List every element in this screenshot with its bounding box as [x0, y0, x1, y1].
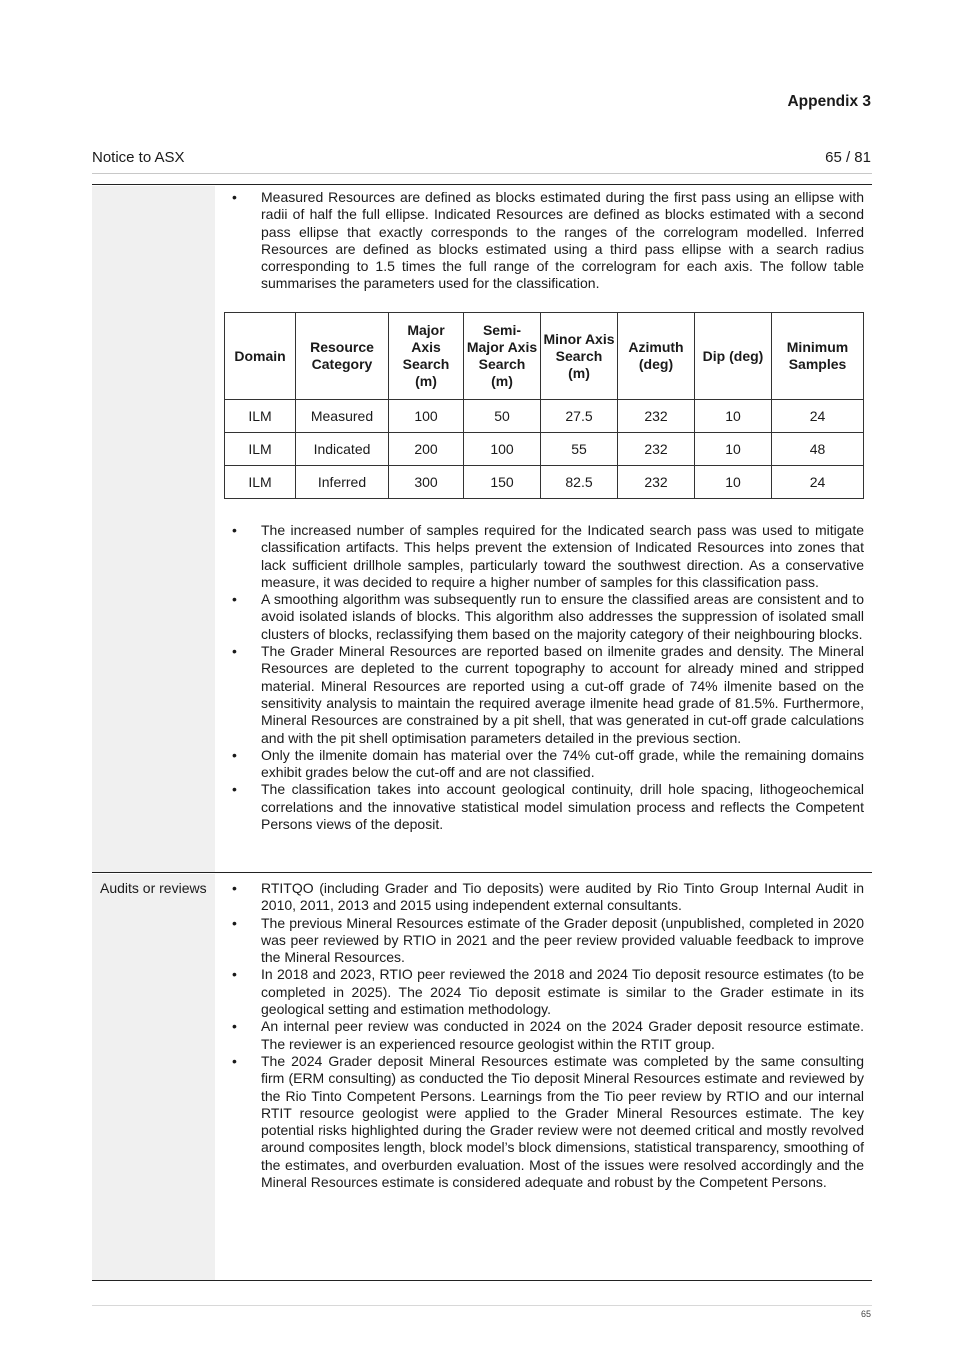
col-header-resource-category: Resource Category: [296, 313, 389, 400]
table-cell: 150: [464, 466, 541, 499]
table-cell: 232: [618, 466, 695, 499]
list-item: • In 2018 and 2023, RTIO peer reviewed the 2018 and 2024 Tio deposit resource estimates (to be completed in 2025). The 2024 Tio deposit estimate is similar to the Grader estimate in its geological setting and estimation methodology.: [230, 966, 864, 1018]
list-item: • The 2024 Grader deposit Mineral Resources estimate was completed by the same consulting firm (ERM consulting) as conducted the Tio deposit Mineral Resources estimate and reviewed by the Rio Tinto Competent Persons. Learnings from the Tio peer review by RTIO and our internal RTIT resource geologist were applied to the Grader Mineral Resources estimate. The key potential risks highlighted during the Grader review were not deemed critical and mostly revolved around composites length, block model’s block dimensions, statistical transparency, smoothing of the estimates, and overburden evaluation. Most of the issues were resolved accordingly and the Mineral Resources estimate is considered adequate and robust by the Competent Persons.: [230, 1053, 864, 1191]
list-item: • An internal peer review was conducted in 2024 on the 2024 Grader deposit resource estimate. The reviewer is an experienced resource geologist within the RTIT group.: [230, 1018, 864, 1053]
table-cell: 27.5: [541, 400, 618, 433]
criteria-cell-audits: [92, 874, 215, 1280]
document-type: Notice to ASX: [92, 149, 185, 166]
table-cell: 82.5: [541, 466, 618, 499]
footer-divider: [92, 1305, 872, 1306]
list-item: • RTITQO (including Grader and Tio deposits) were audited by Rio Tinto Group Internal Audit in 2010, 2011, 2013 and 2015 using independent external consultants.: [230, 880, 864, 915]
intro-bullet: • Measured Resources are defined as blocks estimated during the first pass using an ellipse with radii of half the full ellipse. Indicated Resources are defined as blocks estimated with a second pass ellipse that exactly corresponds to the ranges of the correlogram modelled. Inferred Resources are defined as blocks estimated using a third pass ellipse with a search radius corresponding to 1.5 times the full range of the correlogram for each axis. The follow table summarises the parameters used for the classification.: [230, 189, 864, 293]
table-cell: 232: [618, 400, 695, 433]
col-header-minimum-samples: Minimum Samples: [772, 313, 864, 400]
table-cell: 55: [541, 433, 618, 466]
list-item: • The Grader Mineral Resources are reported based on ilmenite grades and density. The Mineral Resources are depleted to the current topography to account for already mined and stripped material. Mineral Resources are reported using a cut-off grade of 74% ilmenite based on the sensitivity analysis to maintain the required average ilmenite head grade of 81.5%. Furthermore, Mineral Resources are constrained by a pit shell, that was generated in cut-off grade calculations and with the pit shell optimisation parameters detailed in the previous section.: [230, 643, 864, 747]
table-row: [225, 433, 864, 466]
table-cell: 10: [695, 433, 772, 466]
table-bottom-rule: [92, 1280, 872, 1281]
table-cell: 10: [695, 466, 772, 499]
table-row: [225, 400, 864, 433]
classification-bullet-list: [230, 522, 864, 833]
col-header-azimuth: Azimuth (deg): [618, 313, 695, 400]
page-counter: 65 / 81: [825, 149, 871, 166]
header-divider: [92, 173, 872, 174]
col-header-dip: Dip (deg): [695, 313, 772, 400]
table-cell: ILM: [225, 400, 296, 433]
audits-bullet-list: [230, 880, 864, 1191]
table-cell: Inferred: [296, 466, 389, 499]
list-item: • The previous Mineral Resources estimate of the Grader deposit (unpublished, completed in 2020 was peer reviewed by RTIO in 2021 and the peer review provided valuable feedback to improve the Mineral Resources.: [230, 915, 864, 967]
criteria-cell-classification: [92, 186, 215, 872]
col-header-major-axis: Major Axis Search (m): [389, 313, 464, 400]
table-cell: 24: [772, 400, 864, 433]
list-item: • The increased number of samples required for the Indicated search pass was used to mitigate classification artifacts. This helps prevent the extension of Indicated Resources into zones that lack sufficient drillhole samples, particularly toward the southwest direction. As a conservative measure, it was decided to require a higher number of samples for this classification pass.: [230, 522, 864, 591]
table-cell: ILM: [225, 433, 296, 466]
table-cell: 48: [772, 433, 864, 466]
list-item: • Only the ilmenite domain has material over the 74% cut-off grade, while the remaining domains exhibit grades below the cut-off and are not classified.: [230, 747, 864, 782]
table-cell: 232: [618, 433, 695, 466]
table-cell: 10: [695, 400, 772, 433]
footer-page-number: 65: [860, 1309, 871, 1319]
table-cell: Indicated: [296, 433, 389, 466]
intro-bullet-block: [230, 189, 864, 293]
table-top-rule: [92, 184, 872, 185]
list-item: • The classification takes into account geological continuity, drill hole spacing, lithogeochemical correlations and the innovative statistical model simulation process and reflects the Competent Persons views of the deposit.: [230, 781, 864, 833]
audits-reviews-label: Audits or reviews: [100, 880, 207, 896]
classification-parameters-table: [224, 312, 864, 499]
table-cell: 300: [389, 466, 464, 499]
table-cell: 200: [389, 433, 464, 466]
table-cell: 24: [772, 466, 864, 499]
table-cell: 100: [464, 433, 541, 466]
list-item: • A smoothing algorithm was subsequently run to ensure the classified areas are consistent and to avoid isolated islands of blocks. This algorithm also addresses the suppression of isolated small clusters of blocks, reclassifying them based on the majority category of their neighbouring blocks.: [230, 591, 864, 643]
table-row: [225, 466, 864, 499]
col-header-semi-major-axis: Semi-Major Axis Search (m): [464, 313, 541, 400]
table-cell: Measured: [296, 400, 389, 433]
table-cell: 50: [464, 400, 541, 433]
table-cell: 100: [389, 400, 464, 433]
table-cell: ILM: [225, 466, 296, 499]
col-header-domain: Domain: [225, 313, 296, 400]
appendix-title: Appendix 3: [787, 93, 871, 110]
col-header-minor-axis: Minor Axis Search (m): [541, 313, 618, 400]
row-divider: [92, 872, 872, 873]
table-header-row: [225, 313, 864, 400]
